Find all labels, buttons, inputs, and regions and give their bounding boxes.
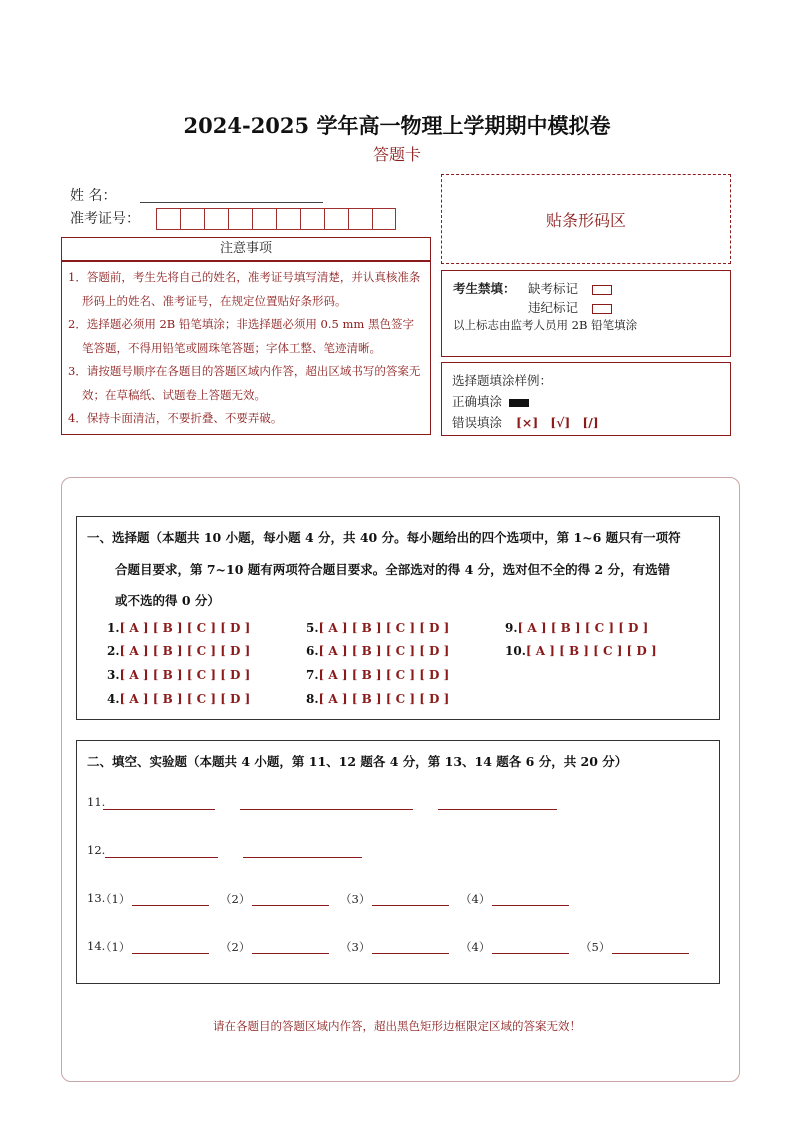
q11-label: 11. [87, 795, 106, 809]
section1-line3: 或不选的得 0 分） [115, 593, 220, 608]
id-cell[interactable] [300, 208, 324, 230]
question-6[interactable]: 6.[ A ] [ B ] [ C ] [ D ] [306, 644, 450, 658]
q14-part-5-label: （5） [580, 940, 611, 954]
q13-blank-3[interactable] [372, 891, 449, 906]
q13-blank-4[interactable] [492, 891, 569, 906]
barcode-label: 贴条形码区 [545, 210, 626, 230]
q14-part-1-label: （1） [100, 940, 131, 954]
footer-note: 请在各题目的答题区域内作答，超出黑色矩形边框限定区域的答案无效！ [213, 1019, 581, 1033]
id-cell[interactable] [324, 208, 348, 230]
q12-label: 12. [87, 843, 106, 857]
sample-box [441, 362, 731, 436]
id-cell[interactable] [204, 208, 228, 230]
wrong-mark-check: [√] [550, 415, 571, 430]
violation-mark-box[interactable] [592, 304, 612, 314]
id-cell[interactable] [276, 208, 300, 230]
id-cell[interactable] [228, 208, 252, 230]
notice-item: 4．保持卡面清洁，不要折叠、不要弄破。 [68, 411, 283, 425]
id-number-boxes[interactable] [156, 208, 396, 230]
notice-item: 2．选择题必须用 2B 铅笔填涂；非选择题必须用 0.5 mm 黑色签字笔答题，不得用铅笔或圆珠笔答题；字体工整、笔迹清晰。 [68, 317, 414, 355]
question-7[interactable]: 7.[ A ] [ B ] [ C ] [ D ] [306, 668, 450, 682]
q13-part-4-label: （4） [460, 892, 491, 906]
q14-blank-4[interactable] [492, 939, 569, 954]
q14-label: 14. [87, 939, 106, 953]
q11-blank-2[interactable] [240, 795, 413, 810]
correct-fill-label: 正确填涂 [452, 394, 503, 409]
id-cell[interactable] [156, 208, 180, 230]
section1-line1: 一、选择题（本题共 10 小题，每小题 4 分，共 40 分。每小题给出的四个选项中，第 1~6 题只有一项符 [87, 530, 681, 545]
wrong-fill-label: 错误填涂 [452, 415, 503, 430]
question-1[interactable]: 1.[ A ] [ B ] [ C ] [ D ] [107, 621, 251, 635]
q13-part-2-label: （2） [220, 892, 251, 906]
question-5[interactable]: 5.[ A ] [ B ] [ C ] [ D ] [306, 621, 450, 635]
notice-item: 3．请按题号顺序在各题目的答题区域内作答，超出区域书写的答案无效；在草稿纸、试题卷上答题无效。 [68, 364, 421, 402]
question-2[interactable]: 2.[ A ] [ B ] [ C ] [ D ] [107, 644, 251, 658]
barcode-area [441, 174, 731, 264]
wrong-mark-x: [×] [516, 415, 539, 430]
id-cell[interactable] [348, 208, 372, 230]
q12-blank-2[interactable] [243, 843, 362, 858]
forbidden-box [441, 270, 731, 357]
section2-heading: 二、填空、实验题（本题共 4 小题，第 11、12 题各 4 分，第 13、14 题各 6 分，共 20 分） [87, 754, 628, 769]
violation-mark-label: 违纪标记 [528, 300, 579, 315]
id-label: 准考证号： [70, 211, 140, 227]
forbidden-label: 考生禁填： [453, 281, 516, 296]
question-9[interactable]: 9.[ A ] [ B ] [ C ] [ D ] [505, 621, 649, 635]
notice-body [61, 261, 431, 435]
q13-blank-1[interactable] [132, 891, 209, 906]
q13-part-3-label: （3） [340, 892, 371, 906]
notice-title: 注意事项 [61, 237, 431, 261]
q14-part-3-label: （3） [340, 940, 371, 954]
question-3[interactable]: 3.[ A ] [ B ] [ C ] [ D ] [107, 668, 251, 682]
q13-label: 13. [87, 891, 106, 905]
section-fill [76, 740, 720, 984]
q14-blank-3[interactable] [372, 939, 449, 954]
page-subtitle: 答题卡 [372, 145, 421, 164]
absent-mark-label: 缺考标记 [528, 281, 579, 296]
page-title: 2024-2025 学年高一物理上学期期中模拟卷 [183, 113, 611, 138]
id-cell[interactable] [252, 208, 276, 230]
notice-item: 1．答题前，考生先将自己的姓名，准考证号填写清楚，并认真核准条形码上的姓名、准考证号，在规定位置贴好条形码。 [68, 270, 421, 308]
question-4[interactable]: 4.[ A ] [ B ] [ C ] [ D ] [107, 692, 251, 706]
name-label: 姓 名： [70, 188, 117, 204]
q14-blank-5[interactable] [612, 939, 689, 954]
q12-blank-1[interactable] [105, 843, 218, 858]
q11-blank-1[interactable] [103, 795, 215, 810]
id-cell[interactable] [180, 208, 204, 230]
q14-part-4-label: （4） [460, 940, 491, 954]
sample-title: 选择题填涂样例： [452, 373, 553, 388]
absent-mark-box[interactable] [592, 285, 612, 295]
name-field[interactable] [140, 186, 323, 203]
q13-part-1-label: （1） [100, 892, 131, 906]
q11-blank-3[interactable] [438, 795, 557, 810]
section-choice [76, 516, 720, 720]
correct-fill-sample [509, 399, 529, 407]
section1-line2: 合题目要求，第 7~10 题有两项符合题目要求。全部选对的得 4 分，选对但不全的得 2 分，有选错 [115, 562, 671, 577]
q14-blank-2[interactable] [252, 939, 329, 954]
id-cell[interactable] [372, 208, 396, 230]
wrong-mark-slash: [/] [582, 415, 599, 430]
q13-blank-2[interactable] [252, 891, 329, 906]
question-10[interactable]: 10.[ A ] [ B ] [ C ] [ D ] [505, 644, 657, 658]
forbidden-note: 以上标志由监考人员用 2B 铅笔填涂 [453, 318, 638, 332]
question-8[interactable]: 8.[ A ] [ B ] [ C ] [ D ] [306, 692, 450, 706]
q14-blank-1[interactable] [132, 939, 209, 954]
q14-part-2-label: （2） [220, 940, 251, 954]
